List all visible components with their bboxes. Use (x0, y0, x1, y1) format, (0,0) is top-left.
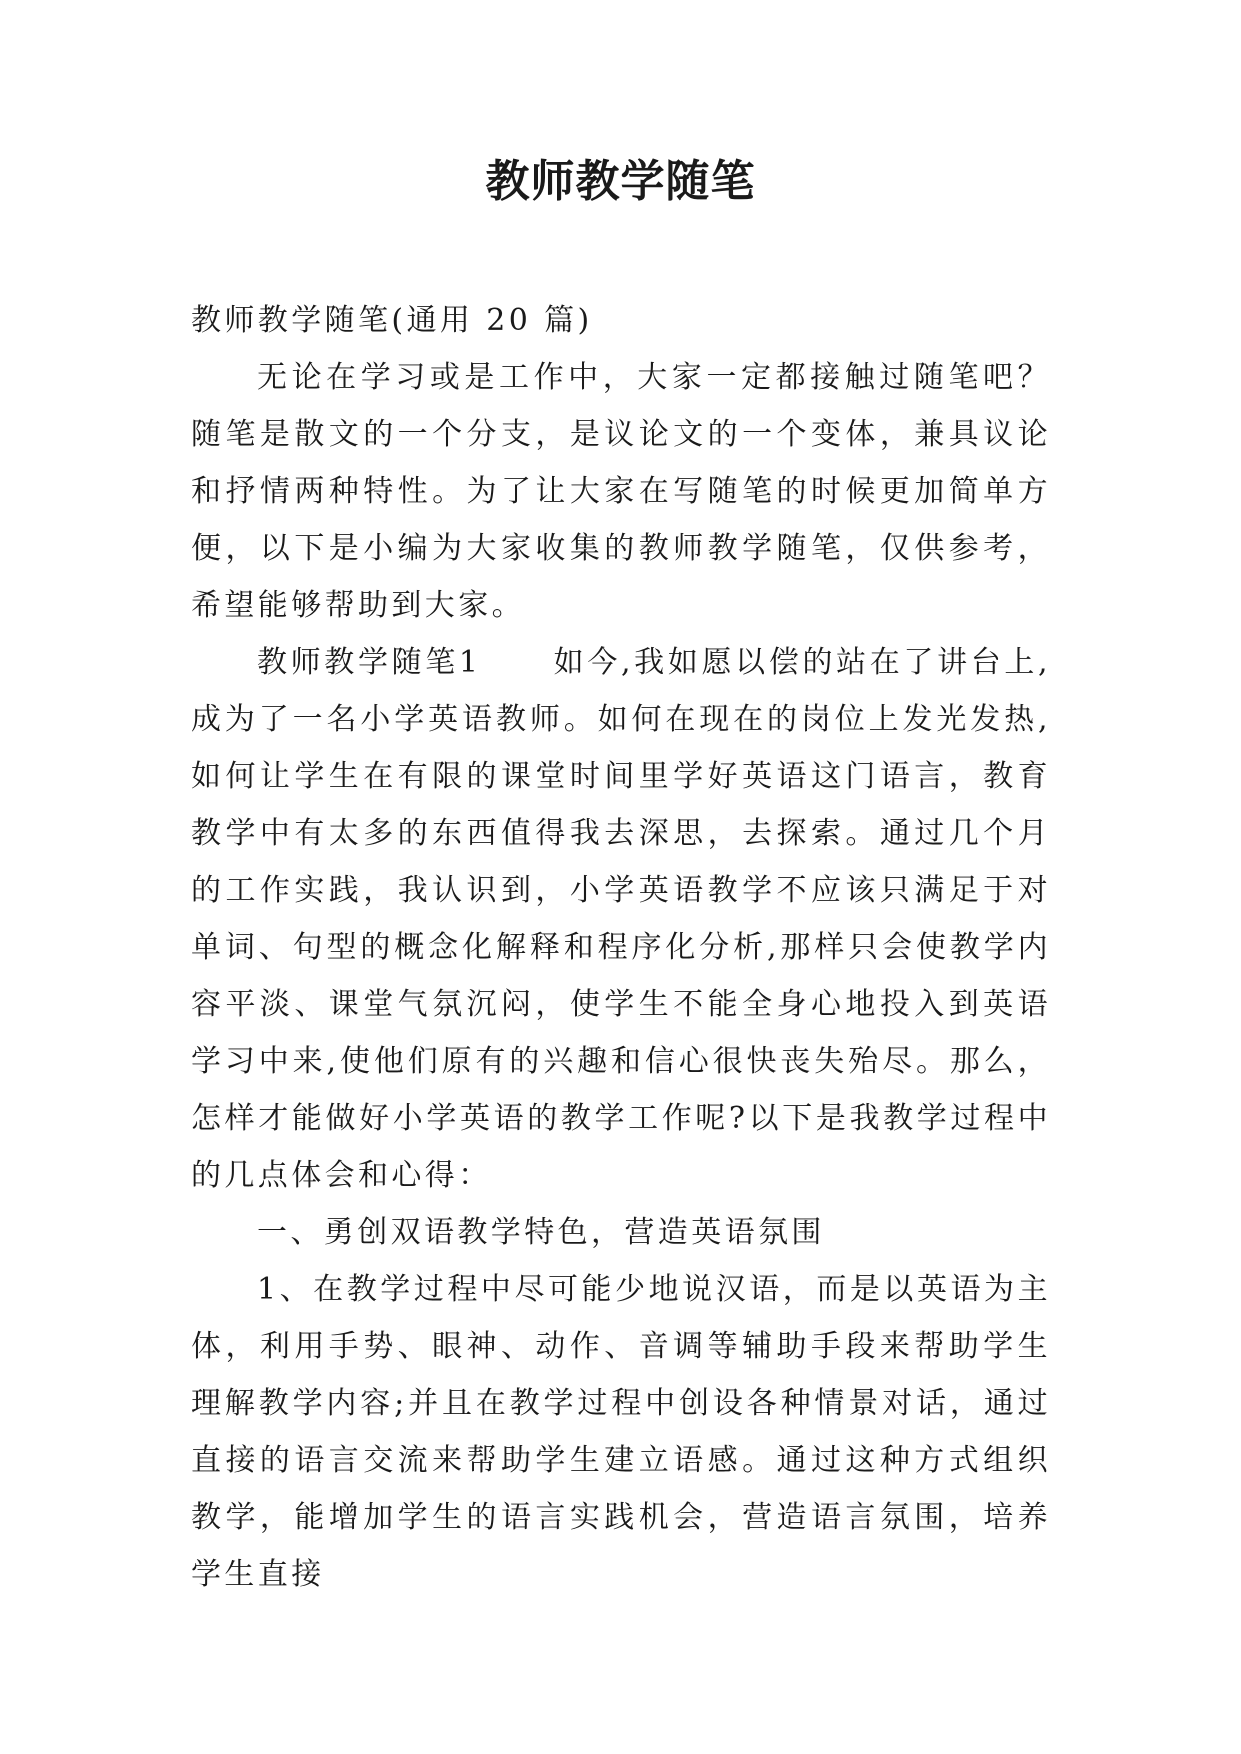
document-title: 教师教学随笔 (485, 156, 756, 207)
essay-1-body: 如今,我如愿以偿的站在了讲台上,成为了一名小学英语教师。如何在现在的岗位上发光发热,如何让学生在有限的课堂时间里学好英语这门语言，教育教学中有太多的东西值得我去深思，去探索。通过几个月的工作实践，我认识到，小学英语教学不应该只满足于对单词、句型的概念化解释和程序化分析,那样只会使教学内容平淡、课堂气氛沉闷，使学生不能全身心地投入到英语学习中来,使他们原有的兴趣和信心很快丧失殆尽。那么，怎样才能做好小学英语的教学工作呢?以下是我教学过程中的几点体会和心得： (191, 645, 1051, 1193)
document-body (191, 292, 1051, 1603)
point-1-paragraph: 1、在教学过程中尽可能少地说汉语，而是以英语为主体，利用手势、眼神、动作、音调等辅助手段来帮助学生理解教学内容;并且在教学过程中创设各种情景对话，通过直接的语言交流来帮助学生建立语感。通过这种方式组织教学，能增加学生的语言实践机会，营造语言氛围，培养学生直接 (191, 1272, 1051, 1592)
essay-1-paragraph (191, 634, 1051, 1204)
intro-paragraph: 无论在学习或是工作中，大家一定都接触过随笔吧？随笔是散文的一个分支，是议论文的一个变体，兼具议论和抒情两种特性。为了让大家在写随笔的时候更加简单方便，以下是小编为大家收集的教师教学随笔，仅供参考，希望能够帮助到大家。 (191, 360, 1051, 623)
section-1-heading: 一、勇创双语教学特色，营造英语氛围 (257, 1215, 825, 1250)
document-subtitle: 教师教学随笔(通用 20 篇) (191, 303, 593, 338)
essay-1-heading: 教师教学随笔1 (257, 645, 482, 680)
